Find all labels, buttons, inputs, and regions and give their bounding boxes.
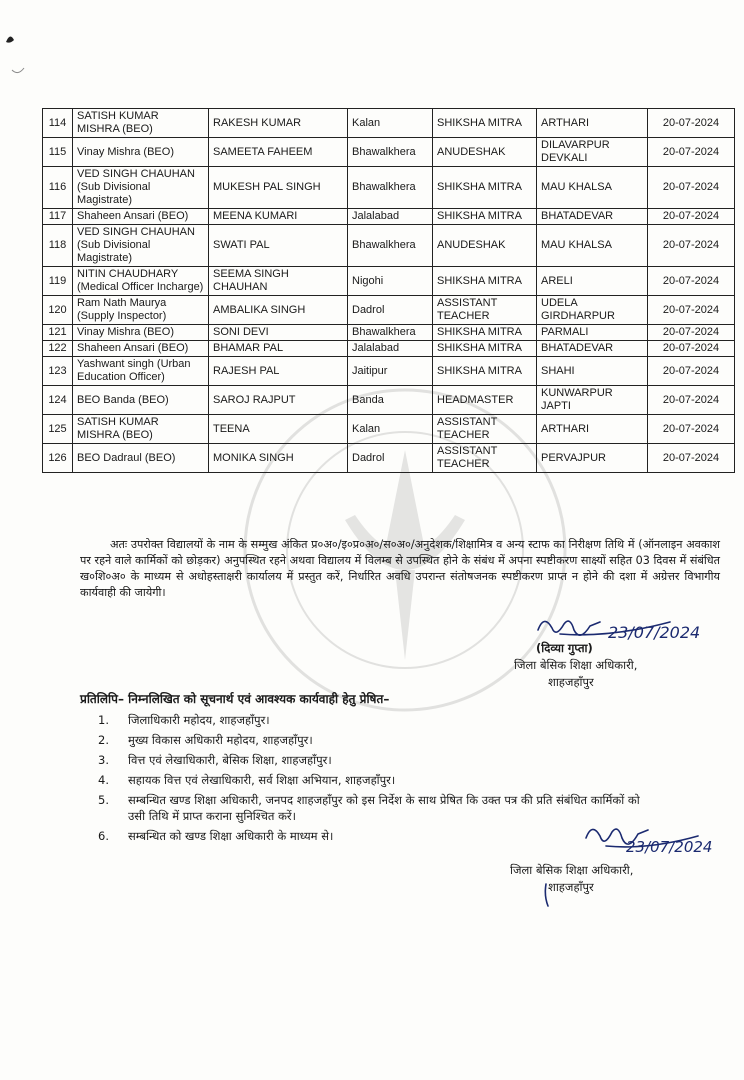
instruction-paragraph: अतः उपरोक्त विद्यालयों के नाम के सम्मुख अंकित प्र०अ०/इ०प्र०अ०/स०अ०/अनुदेशक/शिक्षामित्र व अन्य स्टाफ का निरीक्षण तिथि में (ऑनलाइन अवकाश पर रहने वाले कार्मिकों को छोड़कर) अनुपस्थित रहने अथवा विद्यालय में विलम्ब से उपस्थित होने के संबंध में अपना स्पष्टीकरण साक्ष्यों सहित 03 दिवस में संबंधित ख०शि०अ० के माध्यम से अधोहस्ताक्षरी कार्यालय में प्रस्तुत करें, निर्धारित अवधि उपरान्त संतोषजनक स्पष्टीकरण प्राप्त न होने की दशा में अग्रेत्तर विभागीय कार्यवाही की जायेगी। <box>80 538 720 599</box>
cell-sn: 119 <box>43 267 73 296</box>
cell-sn: 120 <box>43 296 73 325</box>
cell-inspector: Yashwant singh (Urban Education Officer) <box>73 357 209 386</box>
cc-item <box>98 792 658 824</box>
cc-item-text: वित्त एवं लेखाधिकारी, बेसिक शिक्षा, शाहजहाँपुर। <box>128 753 332 767</box>
cell-date: 20-07-2024 <box>648 386 735 415</box>
table-row <box>43 109 735 138</box>
cell-staff: SAMEETA FAHEEM <box>209 138 348 167</box>
cell-inspector: Ram Nath Maurya (Supply Inspector) <box>73 296 209 325</box>
cell-inspector: NITIN CHAUDHARY (Medical Officer Incharge) <box>73 267 209 296</box>
signature2-date: 23/07/2024 <box>626 838 713 856</box>
cell-block: Jalalabad <box>348 341 433 357</box>
cell-date: 20-07-2024 <box>648 167 735 209</box>
table-row <box>43 341 735 357</box>
cc-item-text: सम्बन्धित को खण्ड शिक्षा अधिकारी के माध्यम से। <box>128 829 334 843</box>
cell-school: PARMALI <box>537 325 648 341</box>
cell-date: 20-07-2024 <box>648 415 735 444</box>
cell-staff: MUKESH PAL SINGH <box>209 167 348 209</box>
table-row <box>43 444 735 473</box>
cell-staff: TEENA <box>209 415 348 444</box>
cell-staff: BHAMAR PAL <box>209 341 348 357</box>
cell-date: 20-07-2024 <box>648 341 735 357</box>
cell-staff: SAROJ RAJPUT <box>209 386 348 415</box>
cell-inspector: VED SINGH CHAUHAN (Sub Divisional Magistrate) <box>73 167 209 209</box>
cell-school: KUNWARPUR JAPTI <box>537 386 648 415</box>
cell-sn: 115 <box>43 138 73 167</box>
cell-school: MAU KHALSA <box>537 225 648 267</box>
cc-item-number: 3. <box>98 753 109 767</box>
table-row <box>43 267 735 296</box>
officer-name: (दिव्या गुप्ता) <box>536 641 593 655</box>
cell-date: 20-07-2024 <box>648 296 735 325</box>
cell-block: Kalan <box>348 415 433 444</box>
cell-block: Jaitipur <box>348 357 433 386</box>
cell-post: ANUDESHAK <box>433 138 537 167</box>
cell-sn: 116 <box>43 167 73 209</box>
cc-item-text: मुख्य विकास अधिकारी महोदय, शाहजहाँपुर। <box>128 733 313 747</box>
cell-block: Bhawalkhera <box>348 225 433 267</box>
cell-school: DILAVARPUR DEVKALI <box>537 138 648 167</box>
cell-staff: RAJESH PAL <box>209 357 348 386</box>
cell-sn: 123 <box>43 357 73 386</box>
cell-staff: RAKESH KUMAR <box>209 109 348 138</box>
cc-item-text: सम्बन्धित खण्ड शिक्षा अधिकारी, जनपद शाहजहाँपुर को इस निर्देश के साथ प्रेषित कि उक्त पत्र की प्रति संबंधित कार्मिकों को उसी तिथि में प्राप्त कराना सुनिश्चित करें। <box>128 793 640 823</box>
cc-item <box>98 712 698 728</box>
cell-sn: 125 <box>43 415 73 444</box>
cc-item <box>98 752 698 768</box>
cc-item-text: सहायक वित्त एवं लेखाधिकारी, सर्व शिक्षा अभियान, शाहजहाँपुर। <box>128 773 396 787</box>
cell-school: MAU KHALSA <box>537 167 648 209</box>
cell-school: ARELI <box>537 267 648 296</box>
cell-post: ANUDESHAK <box>433 225 537 267</box>
cc-item <box>98 732 698 748</box>
cell-post: SHIKSHA MITRA <box>433 267 537 296</box>
cell-inspector: Shaheen Ansari (BEO) <box>73 209 209 225</box>
signature1-date: 23/07/2024 <box>608 623 701 642</box>
cell-inspector: BEO Banda (BEO) <box>73 386 209 415</box>
cell-block: Kalan <box>348 109 433 138</box>
cell-block: Jalalabad <box>348 209 433 225</box>
signature-block-2 <box>510 862 633 896</box>
cell-inspector: Vinay Mishra (BEO) <box>73 138 209 167</box>
cell-post: ASSISTANT TEACHER <box>433 415 537 444</box>
cell-date: 20-07-2024 <box>648 138 735 167</box>
cell-inspector: SATISH KUMAR MISHRA (BEO) <box>73 415 209 444</box>
cell-block: Dadrol <box>348 296 433 325</box>
cell-block: Nigohi <box>348 267 433 296</box>
officer-place-2: शाहजहाँपुर <box>548 880 594 894</box>
cc-item <box>98 772 698 788</box>
cell-post: SHIKSHA MITRA <box>433 209 537 225</box>
cell-date: 20-07-2024 <box>648 225 735 267</box>
table-row <box>43 138 735 167</box>
cell-inspector: Shaheen Ansari (BEO) <box>73 341 209 357</box>
cell-school: BHATADEVAR <box>537 341 648 357</box>
cell-sn: 122 <box>43 341 73 357</box>
pen-stroke-icon <box>540 880 560 910</box>
signature-block-1 <box>514 640 638 691</box>
cc-item-number: 6. <box>98 829 109 843</box>
cell-inspector: VED SINGH CHAUHAN (Sub Divisional Magistrate) <box>73 225 209 267</box>
cc-item-number: 5. <box>98 793 109 807</box>
table-row <box>43 296 735 325</box>
cell-staff: SONI DEVI <box>209 325 348 341</box>
cell-school: ARTHARI <box>537 109 648 138</box>
cell-date: 20-07-2024 <box>648 357 735 386</box>
officer-designation-2: जिला बेसिक शिक्षा अधिकारी, <box>510 863 634 877</box>
cc-heading: प्रतिलिपि– निम्नलिखित को सूचनार्थ एवं आवश्यक कार्यवाही हेतु प्रेषित– <box>80 692 390 706</box>
cell-staff: SEEMA SINGH CHAUHAN <box>209 267 348 296</box>
officer-place: शाहजहाँपुर <box>548 675 594 689</box>
cell-block: Bhawalkhera <box>348 167 433 209</box>
cell-date: 20-07-2024 <box>648 325 735 341</box>
table-row <box>43 357 735 386</box>
table-row <box>43 415 735 444</box>
table-row <box>43 209 735 225</box>
cell-post: ASSISTANT TEACHER <box>433 444 537 473</box>
cc-item-text: जिलाधिकारी महोदय, शाहजहाँपुर। <box>128 713 270 727</box>
cell-sn: 117 <box>43 209 73 225</box>
cell-post: SHIKSHA MITRA <box>433 341 537 357</box>
table-row <box>43 225 735 267</box>
cell-sn: 114 <box>43 109 73 138</box>
cell-sn: 124 <box>43 386 73 415</box>
cell-post: SHIKSHA MITRA <box>433 325 537 341</box>
cell-school: UDELA GIRDHARPUR <box>537 296 648 325</box>
cell-school: SHAHI <box>537 357 648 386</box>
cell-date: 20-07-2024 <box>648 109 735 138</box>
cell-block: Banda <box>348 386 433 415</box>
cell-staff: MONIKA SINGH <box>209 444 348 473</box>
cell-date: 20-07-2024 <box>648 209 735 225</box>
scan-mark-icon <box>2 28 32 78</box>
cell-sn: 121 <box>43 325 73 341</box>
attendance-table <box>42 108 735 473</box>
handwritten-signature-2 <box>578 818 738 868</box>
cell-school: BHATADEVAR <box>537 209 648 225</box>
table-row <box>43 167 735 209</box>
cell-block: Dadrol <box>348 444 433 473</box>
cc-item-number: 4. <box>98 773 109 787</box>
cell-staff: AMBALIKA SINGH <box>209 296 348 325</box>
cell-sn: 118 <box>43 225 73 267</box>
cell-date: 20-07-2024 <box>648 444 735 473</box>
officer-designation: जिला बेसिक शिक्षा अधिकारी, <box>514 658 638 672</box>
cell-post: ASSISTANT TEACHER <box>433 296 537 325</box>
cell-post: SHIKSHA MITRA <box>433 357 537 386</box>
cell-post: HEADMASTER <box>433 386 537 415</box>
cell-sn: 126 <box>43 444 73 473</box>
cell-block: Bhawalkhera <box>348 138 433 167</box>
cell-date: 20-07-2024 <box>648 267 735 296</box>
cc-item-number: 2. <box>98 733 109 747</box>
cell-inspector: SATISH KUMAR MISHRA (BEO) <box>73 109 209 138</box>
cell-staff: MEENA KUMARI <box>209 209 348 225</box>
cell-staff: SWATI PAL <box>209 225 348 267</box>
cell-inspector: Vinay Mishra (BEO) <box>73 325 209 341</box>
table-row <box>43 325 735 341</box>
cell-school: PERVAJPUR <box>537 444 648 473</box>
cell-inspector: BEO Dadraul (BEO) <box>73 444 209 473</box>
table-row <box>43 386 735 415</box>
cc-item-number: 1. <box>98 713 109 727</box>
cell-post: SHIKSHA MITRA <box>433 167 537 209</box>
cell-block: Bhawalkhera <box>348 325 433 341</box>
cell-school: ARTHARI <box>537 415 648 444</box>
cell-post: SHIKSHA MITRA <box>433 109 537 138</box>
